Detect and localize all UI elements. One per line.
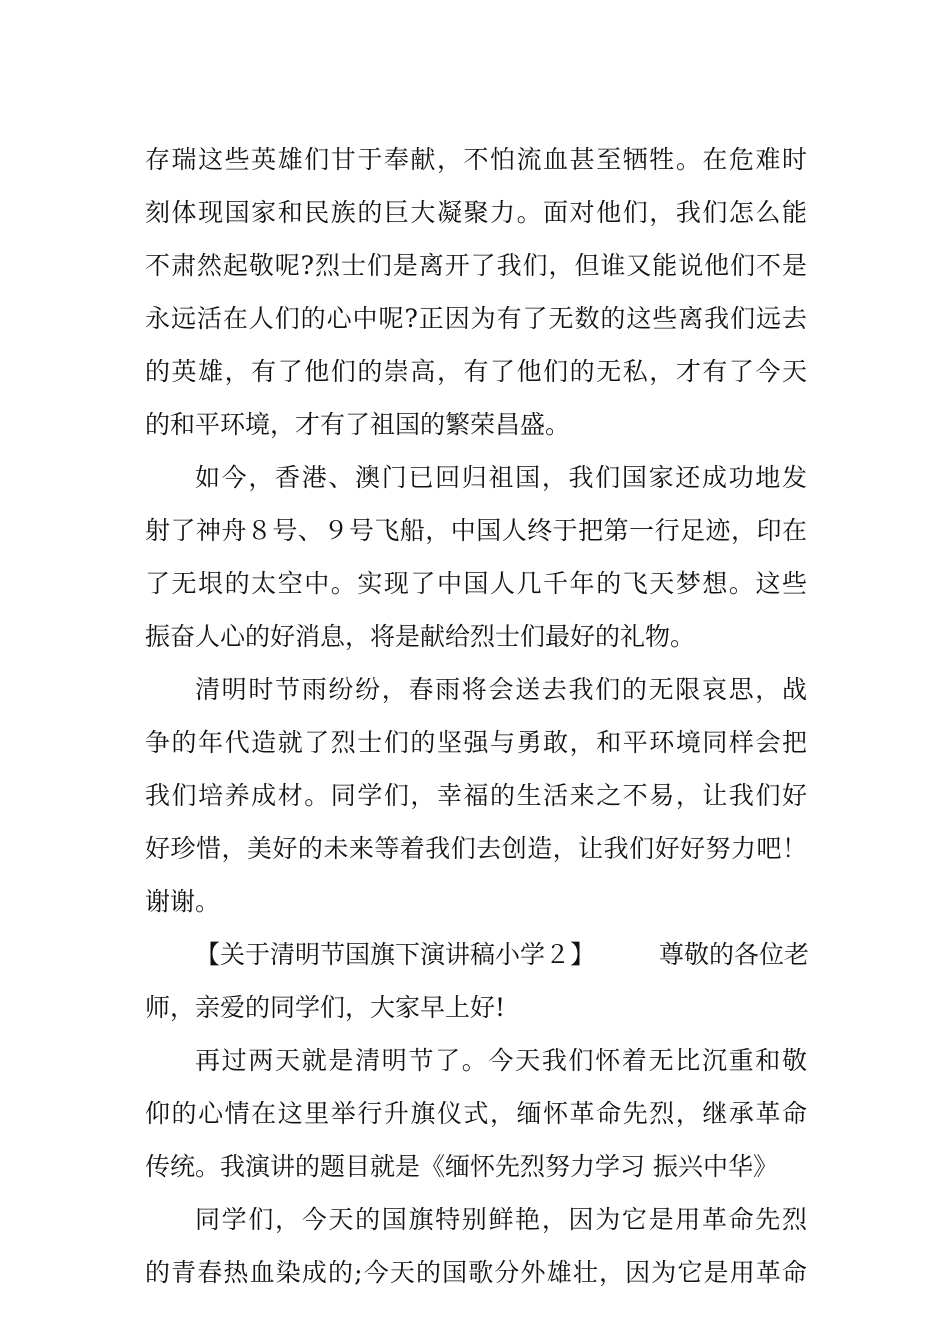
text-line: 了无垠的太空中。实现了中国人几千年的飞天梦想。这些 — [145, 569, 807, 598]
section-heading: 【关于清明节国旗下演讲稿小学２】 — [195, 940, 596, 969]
speech-title-line: 传统。我演讲的题目就是《缅怀先烈努力学习 振兴中华》 — [145, 1152, 778, 1181]
text-line: 我们培养成材。同学们，幸福的生活来之不易，让我们好 — [145, 781, 807, 810]
text-line: 仰的心情在这里举行升旗仪式，缅怀革命先烈，继承革命 — [145, 1099, 807, 1128]
text-line: 的青春热血染成的;今天的国歌分外雄壮，因为它是用革命 — [145, 1258, 807, 1287]
text-line: 如今，香港、澳门已回归祖国，我们国家还成功地发 — [195, 463, 807, 492]
text-line: 刻体现国家和民族的巨大凝聚力。面对他们，我们怎么能 — [145, 198, 807, 227]
text-line: 清明时节雨纷纷，春雨将会送去我们的无限哀思，战 — [195, 675, 807, 704]
text-line: 争的年代造就了烈士们的坚强与勇敢，和平环境同样会把 — [145, 728, 807, 757]
text-line: 存瑞这些英雄们甘于奉献，不怕流血甚至牺牲。在危难时 — [145, 145, 807, 174]
section-heading-line — [145, 928, 810, 981]
text-line: 同学们，今天的国旗特别鲜艳，因为它是用革命先烈 — [195, 1205, 807, 1234]
text-line: 振奋人心的好消息，将是献给烈士们最好的礼物。 — [145, 622, 696, 651]
text-line: 谢谢。 — [145, 887, 221, 916]
text-line: 师，亲爱的同学们，大家早上好! — [145, 993, 506, 1022]
text-line: 再过两天就是清明节了。今天我们怀着无比沉重和敬 — [195, 1046, 807, 1075]
text-line: 不肃然起敬呢?烈士们是离开了我们，但谁又能说他们不是 — [145, 251, 807, 280]
text-line: 永远活在人们的心中呢?正因为有了无数的这些离我们远去 — [145, 304, 807, 333]
document-body — [145, 133, 810, 1299]
text-line: 的和平环境，才有了祖国的繁荣昌盛。 — [145, 410, 571, 439]
text-line: 射了神舟８号、９号飞船，中国人终于把第一行足迹，印在 — [145, 516, 807, 545]
greeting-start: 尊敬的各位老 — [659, 940, 810, 969]
text-line: 好珍惜，美好的未来等着我们去创造，让我们好好努力吧！ — [145, 834, 807, 863]
text-line: 的英雄，有了他们的崇高，有了他们的无私，才有了今天 — [145, 357, 807, 386]
